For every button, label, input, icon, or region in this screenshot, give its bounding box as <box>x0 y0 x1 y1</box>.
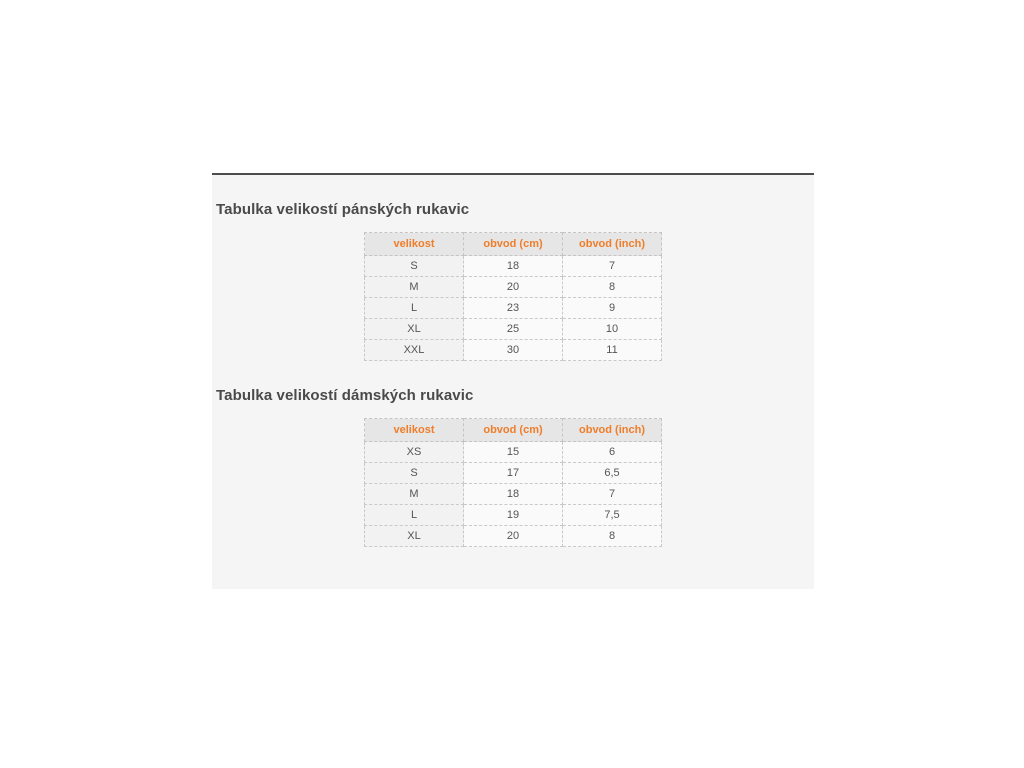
cell-size: L <box>365 505 464 526</box>
table-row <box>365 340 662 361</box>
column-header-size: velikost <box>365 233 464 256</box>
cell-inch: 7,5 <box>563 505 662 526</box>
column-header-size: velikost <box>365 419 464 442</box>
cell-cm: 15 <box>464 442 563 463</box>
cell-cm: 17 <box>464 463 563 484</box>
column-header-circumference-cm: obvod (cm) <box>464 233 563 256</box>
cell-inch: 6,5 <box>563 463 662 484</box>
cell-inch: 9 <box>563 298 662 319</box>
cell-inch: 11 <box>563 340 662 361</box>
cell-inch: 10 <box>563 319 662 340</box>
cell-size: M <box>365 484 464 505</box>
table-row <box>365 298 662 319</box>
mens-gloves-section <box>212 175 814 361</box>
bottom-spacer <box>212 547 814 565</box>
table-body <box>365 256 662 361</box>
table-head <box>365 233 662 256</box>
cell-inch: 8 <box>563 526 662 547</box>
cell-cm: 18 <box>464 256 563 277</box>
size-chart-panel <box>212 173 814 589</box>
table-header-row <box>365 233 662 256</box>
cell-cm: 25 <box>464 319 563 340</box>
mens-gloves-table-wrapper <box>212 232 814 361</box>
cell-inch: 7 <box>563 484 662 505</box>
cell-size: XL <box>365 526 464 547</box>
table-body <box>365 442 662 547</box>
cell-size: XS <box>365 442 464 463</box>
mens-gloves-table <box>364 232 662 361</box>
mens-gloves-title: Tabulka velikostí pánských rukavic <box>216 201 470 218</box>
cell-cm: 30 <box>464 340 563 361</box>
cell-cm: 19 <box>464 505 563 526</box>
column-header-circumference-inch: obvod (inch) <box>563 419 662 442</box>
womens-gloves-table-wrapper <box>212 418 814 547</box>
cell-inch: 6 <box>563 442 662 463</box>
column-header-circumference-inch: obvod (inch) <box>563 233 662 256</box>
cell-cm: 20 <box>464 526 563 547</box>
table-row <box>365 526 662 547</box>
womens-gloves-table <box>364 418 662 547</box>
cell-inch: 7 <box>563 256 662 277</box>
table-row <box>365 484 662 505</box>
table-row <box>365 442 662 463</box>
cell-size: XXL <box>365 340 464 361</box>
cell-size: S <box>365 256 464 277</box>
womens-gloves-section <box>212 361 814 547</box>
column-header-circumference-cm: obvod (cm) <box>464 419 563 442</box>
table-row <box>365 256 662 277</box>
table-head <box>365 419 662 442</box>
size-chart-content <box>212 175 814 589</box>
cell-cm: 23 <box>464 298 563 319</box>
cell-cm: 18 <box>464 484 563 505</box>
table-row <box>365 319 662 340</box>
table-header-row <box>365 419 662 442</box>
table-row <box>365 277 662 298</box>
cell-size: S <box>365 463 464 484</box>
cell-size: L <box>365 298 464 319</box>
cell-size: M <box>365 277 464 298</box>
table-row <box>365 505 662 526</box>
table-row <box>365 463 662 484</box>
cell-cm: 20 <box>464 277 563 298</box>
cell-size: XL <box>365 319 464 340</box>
womens-gloves-title: Tabulka velikostí dámských rukavic <box>216 387 474 404</box>
cell-inch: 8 <box>563 277 662 298</box>
